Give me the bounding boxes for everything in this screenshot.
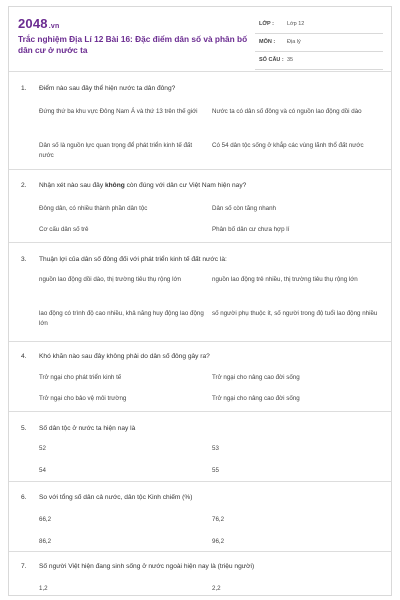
answer-option[interactable]: Trở ngại cho phát triển kinh tế <box>39 374 122 381</box>
question-text <box>21 562 381 571</box>
meta-label: MÔN : <box>259 39 276 45</box>
meta-row-subject <box>255 34 383 52</box>
question-text <box>21 181 381 190</box>
meta-value: Địa lý <box>287 39 301 45</box>
brand-name: 2048 <box>18 16 48 31</box>
divider <box>9 242 392 243</box>
question-text <box>21 424 381 433</box>
page-title: Trắc nghiệm Địa Lí 12 Bài 16: Đặc điểm dân số và phân bố dân cư ở nước ta <box>18 34 248 55</box>
question-text <box>21 352 381 361</box>
answer-option[interactable]: Cơ cấu dân số trẻ <box>39 226 89 233</box>
answer-option[interactable]: 76,2 <box>212 516 225 523</box>
brand-suffix: .vn <box>48 23 60 30</box>
question-number: 1. <box>21 85 27 92</box>
question-emphasis: không <box>104 182 125 189</box>
divider <box>9 411 392 412</box>
question-number: 3. <box>21 256 27 263</box>
answer-option[interactable]: Đứng thứ ba khu vực Đông Nam Á và thứ 13 trên thế giới <box>39 108 198 115</box>
page-header <box>9 7 392 65</box>
question-stem: Điểm nào sau đây thể hiện nước ta dân đông? <box>39 85 176 92</box>
question-number: 2. <box>21 182 27 189</box>
meta-row-count <box>255 52 383 70</box>
meta-table <box>255 16 383 70</box>
answer-option[interactable]: 86,2 <box>39 538 52 545</box>
answer-option[interactable]: Trở ngại cho nâng cao đời sống <box>212 395 300 402</box>
answer-option[interactable]: 53 <box>212 445 219 452</box>
answer-option[interactable]: Có 54 dân tộc sống ở khắp các vùng lãnh thổ đất nước <box>212 142 364 149</box>
brand-logo[interactable] <box>18 16 59 31</box>
answer-option[interactable]: Phân bố dân cư chưa hợp lí <box>212 226 290 233</box>
divider <box>9 341 392 342</box>
question-stem: Số dân tộc ở nước ta hiện nay là <box>39 425 136 432</box>
question-text <box>21 255 381 264</box>
answer-option[interactable]: 96,2 <box>212 538 225 545</box>
divider <box>9 169 392 170</box>
answer-option[interactable]: nguồn lao động trẻ nhiều, thị trường tiêu thụ rộng lớn <box>212 276 358 283</box>
question-number: 6. <box>21 494 27 501</box>
divider <box>9 551 392 552</box>
meta-row-class <box>255 16 383 34</box>
meta-label: LỚP : <box>259 21 274 27</box>
meta-value: Lớp 12 <box>287 21 305 27</box>
question-number: 7. <box>21 563 27 570</box>
question-text <box>21 493 381 502</box>
answer-option[interactable]: Nước ta có dân số đông và có nguồn lao động dồi dào <box>212 108 362 115</box>
answer-option[interactable]: lao động có trình độ cao nhiều, khả năng huy động lao động lớn <box>39 310 204 327</box>
divider <box>9 481 392 482</box>
question-stem: So với tổng số dân cả nước, dân tộc Kinh chiếm (%) <box>39 494 193 501</box>
divider <box>9 71 392 72</box>
question-stem: Nhận xét nào sau đây <box>39 182 105 189</box>
answer-option[interactable]: Dân số là nguồn lực quan trọng để phát triển kinh tế đất nước <box>39 142 193 159</box>
answer-option[interactable]: Trở ngại cho nâng cao đời sống <box>212 374 300 381</box>
meta-value: 35 <box>287 57 294 63</box>
meta-label: SỐ CÂU : <box>259 57 284 63</box>
answer-option[interactable]: Dân số còn tăng nhanh <box>212 205 276 212</box>
answer-option[interactable]: số người phụ thuộc ít, số người trong độ tuổi lao động nhiều <box>212 310 378 317</box>
question-text <box>21 84 381 93</box>
question-stem: Số người Việt hiện đang sinh sống ở nước ngoài hiện nay là (triệu người) <box>39 563 255 570</box>
question-number: 5. <box>21 425 27 432</box>
question-stem: Khó khăn nào sau đây không phải do dân số đông gây ra? <box>39 353 210 360</box>
answer-option[interactable]: Trở ngại cho bảo vệ môi trường <box>39 395 127 402</box>
question-number: 4. <box>21 353 27 360</box>
answer-option[interactable]: 55 <box>212 467 219 474</box>
answer-option[interactable]: 66,2 <box>39 516 52 523</box>
answer-option[interactable]: Đông dân, có nhiều thành phần dân tộc <box>39 205 148 212</box>
answer-option[interactable]: 52 <box>39 445 46 452</box>
answer-option[interactable]: 2,2 <box>212 585 221 592</box>
quiz-page <box>8 6 392 596</box>
question-stem: Thuận lợi của dân số đông đối với phát triển kinh tế đất nước là: <box>39 256 227 263</box>
answer-option[interactable]: 1,2 <box>39 585 48 592</box>
answer-option[interactable]: nguồn lao động dồi dào, thị trường tiêu thụ rộng lớn <box>39 276 181 283</box>
question-stem-end: còn đúng với dân cư Việt Nam hiện nay? <box>124 182 247 189</box>
answer-option[interactable]: 54 <box>39 467 46 474</box>
